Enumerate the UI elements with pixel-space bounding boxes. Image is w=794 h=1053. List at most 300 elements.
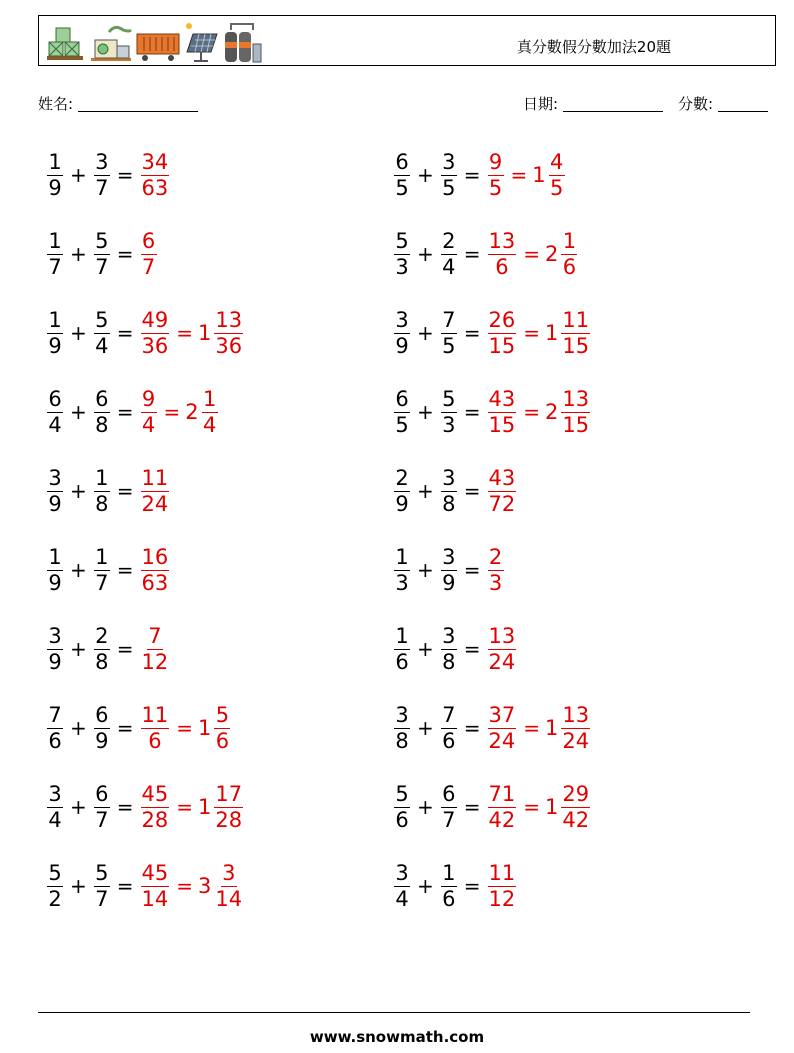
sum-fraction-denominator: 24 (141, 491, 169, 516)
addend-fraction-numerator: 5 (442, 386, 456, 411)
addend-fraction-denominator: 6 (442, 886, 456, 911)
addend-fraction (394, 623, 410, 674)
sum-fraction-denominator: 3 (488, 570, 503, 595)
date-field (523, 93, 663, 114)
addend-fraction-numerator: 1 (48, 307, 62, 332)
mixed-fraction (214, 307, 243, 358)
addend-fraction-denominator: 7 (95, 254, 109, 279)
solar-panel-icon (183, 20, 219, 64)
sum-fraction-denominator: 12 (141, 649, 169, 674)
addend-fraction-numerator: 7 (48, 702, 62, 727)
addend-fraction-numerator: 5 (95, 307, 109, 332)
answer (139, 860, 246, 911)
addend-fraction-denominator: 8 (395, 728, 409, 753)
addend-fraction-numerator: 3 (48, 781, 62, 806)
addend-fraction-numerator: 3 (442, 149, 456, 174)
equals-sign: = (116, 321, 134, 345)
addend-fraction-denominator: 6 (442, 728, 456, 753)
addend-fraction (441, 307, 457, 358)
sum-fraction-denominator: 36 (141, 333, 169, 358)
addend-fraction-denominator: 2 (48, 886, 62, 911)
addend-fraction (47, 860, 63, 911)
answer (139, 781, 246, 832)
sum-fraction-numerator: 11 (141, 465, 169, 490)
freight-car-icon (135, 20, 181, 64)
sum-fraction (488, 781, 517, 832)
plus-sign: + (417, 637, 434, 661)
problem-item (45, 537, 171, 603)
addend-fraction (94, 149, 110, 200)
addend-fraction-denominator: 9 (48, 333, 62, 358)
answer (139, 465, 172, 516)
sum-fraction (488, 386, 517, 437)
mixed-whole: 1 (198, 321, 212, 345)
mixed-whole: 3 (198, 874, 212, 898)
score-line[interactable] (718, 95, 768, 112)
mixed-fraction (561, 228, 577, 279)
mixed-numerator: 3 (222, 860, 236, 885)
sum-fraction-numerator: 11 (488, 860, 516, 885)
sum-fraction-denominator: 28 (141, 807, 169, 832)
equals-sign: = (523, 321, 541, 345)
date-label: 日期: (523, 95, 559, 113)
score-field (678, 93, 768, 114)
sum-fraction (488, 860, 517, 911)
addend-fraction-numerator: 2 (442, 228, 456, 253)
addend-fraction-numerator: 6 (95, 781, 109, 806)
problem-item (392, 853, 518, 919)
addend-fraction-numerator: 1 (395, 544, 409, 569)
addend-fraction-denominator: 8 (95, 491, 109, 516)
header-icons (43, 20, 263, 64)
mixed-numerator: 13 (215, 307, 243, 332)
equals-sign: = (176, 795, 194, 819)
plus-sign: + (70, 558, 87, 582)
addend-fraction-numerator: 3 (95, 149, 109, 174)
plus-sign: + (70, 874, 87, 898)
addend-fraction-denominator: 8 (442, 649, 456, 674)
addend-fraction-numerator: 1 (442, 860, 456, 885)
sum-fraction-numerator: 71 (488, 781, 516, 806)
sum-fraction (488, 544, 504, 595)
sum-fraction-numerator: 7 (148, 623, 162, 648)
sum-fraction-denominator: 6 (495, 254, 509, 279)
addend-fraction-numerator: 5 (95, 228, 109, 253)
mixed-numerator: 13 (562, 702, 590, 727)
sum-fraction (488, 307, 517, 358)
name-label: 姓名: (38, 95, 74, 113)
mixed-denominator: 28 (215, 807, 243, 832)
mixed-fraction (202, 386, 218, 437)
addend-fraction (394, 781, 410, 832)
sum-fraction-numerator: 43 (488, 465, 516, 490)
sum-fraction (488, 702, 517, 753)
addend-fraction-numerator: 5 (395, 781, 409, 806)
addend-fraction-denominator: 5 (395, 412, 409, 437)
plus-sign: + (417, 242, 434, 266)
problem-item (45, 221, 159, 287)
sum-fraction (141, 623, 170, 674)
addend-fraction-denominator: 5 (395, 175, 409, 200)
addend-fraction-numerator: 3 (442, 544, 456, 569)
name-field (38, 93, 198, 114)
addend-fraction (94, 702, 110, 753)
sum-fraction-numerator: 16 (141, 544, 169, 569)
sum-fraction (141, 307, 170, 358)
factory-icon (89, 20, 133, 64)
equals-sign: = (176, 874, 194, 898)
answer (139, 544, 172, 595)
addend-fraction-numerator: 5 (95, 860, 109, 885)
addend-fraction-numerator: 1 (48, 149, 62, 174)
addend-fraction-denominator: 9 (48, 649, 62, 674)
equals-sign: = (463, 716, 481, 740)
answer (486, 702, 593, 753)
mixed-numerator: 1 (562, 228, 577, 253)
problem-item (45, 695, 232, 761)
sum-fraction-numerator: 2 (488, 544, 503, 569)
equals-sign: = (523, 716, 541, 740)
mixed-whole: 2 (545, 400, 559, 424)
answer (139, 386, 220, 437)
mixed-fraction (214, 702, 230, 753)
addend-fraction (394, 860, 410, 911)
addend-fraction-numerator: 1 (95, 544, 109, 569)
sum-fraction-denominator: 24 (488, 649, 516, 674)
mixed-denominator: 42 (562, 807, 590, 832)
answer (486, 544, 506, 595)
addend-fraction-numerator: 6 (442, 781, 456, 806)
mixed-numerator: 4 (549, 149, 564, 174)
addend-fraction-denominator: 9 (48, 570, 62, 595)
addend-fraction-denominator: 3 (395, 570, 409, 595)
mixed-whole: 1 (198, 716, 212, 740)
addend-fraction-numerator: 1 (48, 228, 62, 253)
sum-fraction-denominator: 63 (141, 570, 169, 595)
answer (486, 860, 519, 911)
mixed-fraction (561, 781, 590, 832)
problem-item (45, 300, 245, 366)
addend-fraction (94, 623, 110, 674)
mixed-numerator: 29 (562, 781, 590, 806)
mixed-numerator: 13 (562, 386, 590, 411)
equals-sign: = (176, 716, 194, 740)
sum-fraction-numerator: 9 (488, 149, 503, 174)
addend-fraction (441, 465, 457, 516)
problem-item (45, 458, 171, 524)
addend-fraction (441, 702, 457, 753)
equals-sign: = (116, 637, 134, 661)
mixed-denominator: 4 (202, 412, 217, 437)
answer (486, 149, 567, 200)
mixed-whole: 1 (198, 795, 212, 819)
equals-sign: = (510, 163, 528, 187)
mixed-whole: 1 (545, 716, 559, 740)
plus-sign: + (70, 716, 87, 740)
addend-fraction (47, 702, 63, 753)
addend-fraction-numerator: 3 (48, 465, 62, 490)
addend-fraction-denominator: 7 (95, 570, 109, 595)
sum-fraction (141, 149, 170, 200)
addend-fraction (394, 228, 410, 279)
equals-sign: = (463, 163, 481, 187)
sum-fraction-denominator: 72 (488, 491, 516, 516)
problem-item (392, 774, 592, 840)
equals-sign: = (463, 874, 481, 898)
header-box (38, 15, 776, 66)
addend-fraction-denominator: 4 (48, 807, 62, 832)
plus-sign: + (417, 479, 434, 503)
sum-fraction-denominator: 14 (141, 886, 169, 911)
addend-fraction-denominator: 7 (95, 807, 109, 832)
answer (486, 781, 593, 832)
sum-fraction (141, 228, 157, 279)
sum-fraction-denominator: 6 (148, 728, 162, 753)
addend-fraction-numerator: 3 (442, 465, 456, 490)
name-line[interactable] (78, 95, 198, 112)
addend-fraction (47, 544, 63, 595)
sum-fraction-numerator: 37 (488, 702, 516, 727)
equals-sign: = (463, 479, 481, 503)
sum-fraction (141, 781, 170, 832)
addend-fraction-numerator: 3 (395, 307, 409, 332)
equals-sign: = (463, 795, 481, 819)
problem-item (45, 379, 220, 445)
addend-fraction-denominator: 9 (442, 570, 456, 595)
plus-sign: + (70, 400, 87, 424)
equals-sign: = (463, 558, 481, 582)
equals-sign: = (116, 716, 134, 740)
date-line[interactable] (563, 95, 663, 112)
sum-fraction (488, 149, 504, 200)
equals-sign: = (523, 795, 541, 819)
plus-sign: + (417, 874, 434, 898)
equals-sign: = (523, 400, 541, 424)
addend-fraction-denominator: 9 (95, 728, 109, 753)
problem-item (392, 379, 592, 445)
addend-fraction-denominator: 8 (442, 491, 456, 516)
mixed-fraction (561, 702, 590, 753)
addend-fraction-denominator: 7 (95, 886, 109, 911)
sum-fraction-denominator: 24 (488, 728, 516, 753)
addend-fraction (394, 307, 410, 358)
plus-sign: + (417, 163, 434, 187)
plus-sign: + (417, 716, 434, 740)
sum-fraction (141, 386, 157, 437)
sum-fraction-denominator: 15 (488, 412, 516, 437)
addend-fraction (47, 307, 63, 358)
addend-fraction-numerator: 2 (395, 465, 409, 490)
mixed-numerator: 11 (562, 307, 590, 332)
mixed-whole: 1 (545, 795, 559, 819)
mixed-denominator: 15 (562, 333, 590, 358)
score-label: 分數: (678, 95, 714, 113)
problem-item (392, 458, 518, 524)
answer (139, 623, 172, 674)
plus-sign: + (70, 795, 87, 819)
sum-fraction-numerator: 11 (141, 702, 169, 727)
equals-sign: = (116, 874, 134, 898)
addend-fraction (441, 228, 457, 279)
equals-sign: = (116, 242, 134, 266)
addend-fraction-denominator: 6 (48, 728, 62, 753)
addend-fraction-numerator: 6 (395, 149, 409, 174)
plus-sign: + (70, 163, 87, 187)
addend-fraction-denominator: 7 (48, 254, 62, 279)
mixed-denominator: 6 (562, 254, 577, 279)
addend-fraction (441, 544, 457, 595)
addend-fraction (441, 860, 457, 911)
gas-cylinders-icon (221, 20, 263, 64)
plus-sign: + (70, 479, 87, 503)
sum-fraction-numerator: 13 (488, 228, 516, 253)
addend-fraction-numerator: 6 (395, 386, 409, 411)
answer (486, 386, 593, 437)
sum-fraction-numerator: 43 (488, 386, 516, 411)
equals-sign: = (463, 400, 481, 424)
addend-fraction-denominator: 7 (95, 175, 109, 200)
mixed-whole: 2 (185, 400, 199, 424)
mixed-whole: 1 (532, 163, 546, 187)
sum-fraction-denominator: 12 (488, 886, 516, 911)
sum-fraction-numerator: 34 (141, 149, 169, 174)
addend-fraction-denominator: 9 (395, 491, 409, 516)
addend-fraction-denominator: 9 (48, 175, 62, 200)
addend-fraction (94, 465, 110, 516)
sum-fraction (141, 860, 170, 911)
addend-fraction-denominator: 4 (95, 333, 109, 358)
addend-fraction (94, 860, 110, 911)
mixed-numerator: 1 (202, 386, 217, 411)
answer (486, 623, 519, 674)
addend-fraction (394, 149, 410, 200)
mixed-fraction (214, 860, 243, 911)
addend-fraction-numerator: 6 (95, 386, 109, 411)
problem-item (392, 300, 592, 366)
sum-fraction (488, 228, 517, 279)
addend-fraction (441, 386, 457, 437)
answer (139, 702, 233, 753)
addend-fraction-denominator: 6 (395, 807, 409, 832)
problem-item (392, 142, 567, 208)
addend-fraction-numerator: 5 (48, 860, 62, 885)
addend-fraction-denominator: 6 (395, 649, 409, 674)
addend-fraction-numerator: 3 (442, 623, 456, 648)
mixed-denominator: 14 (215, 886, 243, 911)
addend-fraction (47, 623, 63, 674)
addend-fraction (394, 702, 410, 753)
addend-fraction (441, 781, 457, 832)
sum-fraction-denominator: 4 (141, 412, 156, 437)
sum-fraction-denominator: 15 (488, 333, 516, 358)
sum-fraction-numerator: 49 (141, 307, 169, 332)
addend-fraction-numerator: 6 (48, 386, 62, 411)
answer (139, 149, 172, 200)
addend-fraction-denominator: 9 (48, 491, 62, 516)
addend-fraction (94, 544, 110, 595)
mixed-whole: 2 (545, 242, 559, 266)
mixed-denominator: 5 (549, 175, 564, 200)
addend-fraction (94, 781, 110, 832)
addend-fraction-numerator: 3 (395, 860, 409, 885)
addend-fraction (394, 465, 410, 516)
mixed-whole: 1 (545, 321, 559, 345)
equals-sign: = (523, 242, 541, 266)
sum-fraction-numerator: 9 (141, 386, 156, 411)
footer-url: www.snowmath.com (309, 1028, 485, 1046)
addend-fraction-numerator: 6 (95, 702, 109, 727)
plus-sign: + (417, 558, 434, 582)
mixed-denominator: 24 (562, 728, 590, 753)
answer (486, 307, 593, 358)
addend-fraction-denominator: 3 (395, 254, 409, 279)
sum-fraction-denominator: 63 (141, 175, 169, 200)
answer (139, 307, 246, 358)
mixed-fraction (549, 149, 565, 200)
addend-fraction (394, 386, 410, 437)
equals-sign: = (176, 321, 194, 345)
plus-sign: + (70, 637, 87, 661)
sum-fraction-denominator: 42 (488, 807, 516, 832)
problem-item (392, 537, 506, 603)
problem-item (392, 695, 592, 761)
problem-item (45, 774, 245, 840)
addend-fraction-numerator: 2 (95, 623, 109, 648)
answer (486, 228, 580, 279)
worksheet-title: 真分數假分數加法20題 (516, 38, 671, 56)
sum-fraction (488, 465, 517, 516)
addend-fraction-denominator: 5 (442, 175, 456, 200)
sum-fraction-numerator: 45 (141, 860, 169, 885)
addend-fraction-denominator: 9 (395, 333, 409, 358)
addend-fraction-numerator: 3 (48, 623, 62, 648)
sum-fraction-numerator: 13 (488, 623, 516, 648)
addend-fraction-numerator: 1 (95, 465, 109, 490)
problem-item (392, 221, 579, 287)
equals-sign: = (463, 242, 481, 266)
addend-fraction-numerator: 7 (442, 702, 456, 727)
plus-sign: + (417, 321, 434, 345)
equals-sign: = (116, 479, 134, 503)
packages-icon (43, 20, 87, 64)
addend-fraction-numerator: 7 (442, 307, 456, 332)
addend-fraction-denominator: 5 (442, 333, 456, 358)
addend-fraction-numerator: 1 (48, 544, 62, 569)
plus-sign: + (417, 400, 434, 424)
answer (486, 465, 519, 516)
footer-divider (38, 1012, 750, 1013)
addend-fraction (441, 149, 457, 200)
mixed-denominator: 6 (215, 728, 230, 753)
mixed-denominator: 36 (215, 333, 243, 358)
addend-fraction-numerator: 5 (395, 228, 409, 253)
addend-fraction (94, 307, 110, 358)
problem-item (45, 616, 171, 682)
addend-fraction-numerator: 1 (395, 623, 409, 648)
sum-fraction-denominator: 7 (141, 254, 156, 279)
addend-fraction (47, 781, 63, 832)
mixed-numerator: 5 (215, 702, 230, 727)
addend-fraction-denominator: 4 (442, 254, 456, 279)
addend-fraction (47, 228, 63, 279)
sum-fraction-numerator: 26 (488, 307, 516, 332)
sum-fraction (141, 465, 170, 516)
addend-fraction-denominator: 7 (442, 807, 456, 832)
plus-sign: + (70, 242, 87, 266)
addend-fraction-denominator: 4 (48, 412, 62, 437)
addend-fraction (47, 149, 63, 200)
sum-fraction (488, 623, 517, 674)
